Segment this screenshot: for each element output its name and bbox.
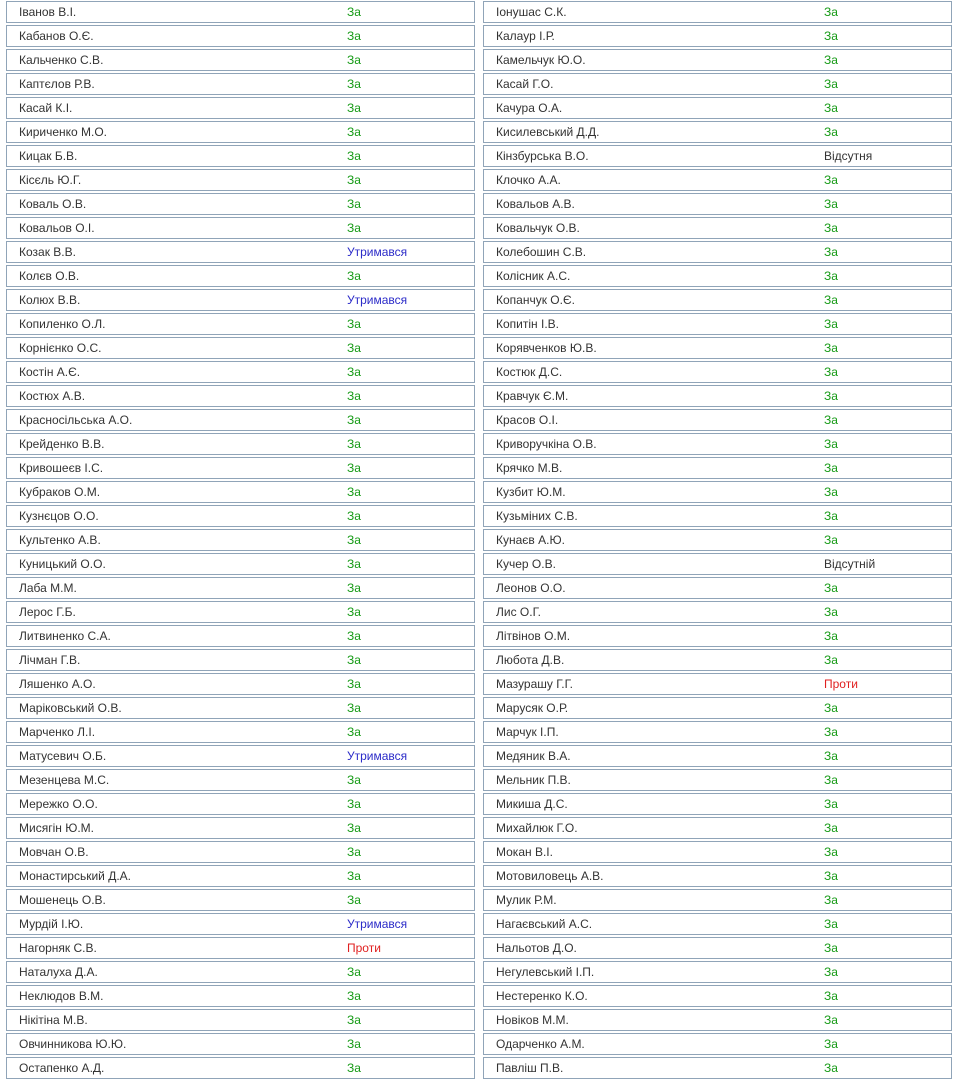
deputy-name: Кравчук Є.М. xyxy=(496,389,569,403)
vote-result: За xyxy=(347,629,361,643)
deputy-vote-row xyxy=(6,649,475,671)
deputy-vote-row xyxy=(6,1057,475,1079)
deputy-vote-row xyxy=(483,481,952,503)
vote-result: За xyxy=(347,725,361,739)
deputy-vote-row xyxy=(483,433,952,455)
vote-result: За xyxy=(824,293,838,307)
deputy-vote-row xyxy=(6,409,475,431)
deputy-vote-row xyxy=(6,169,475,191)
deputy-vote-row xyxy=(483,817,952,839)
deputy-vote-row xyxy=(483,409,952,431)
deputy-vote-row xyxy=(6,1,475,23)
vote-result: За xyxy=(824,605,838,619)
deputy-name: Копитін І.В. xyxy=(496,317,559,331)
deputy-vote-row xyxy=(483,673,952,695)
deputy-vote-row xyxy=(6,121,475,143)
deputy-name: Крейденко В.В. xyxy=(19,437,105,451)
deputy-vote-row xyxy=(6,337,475,359)
deputy-vote-row xyxy=(483,145,952,167)
deputy-name: Мурдій І.Ю. xyxy=(19,917,84,931)
vote-result: За xyxy=(824,725,838,739)
deputy-name: Красносільська А.О. xyxy=(19,413,133,427)
vote-result: За xyxy=(824,1061,838,1075)
vote-result: За xyxy=(824,341,838,355)
deputy-vote-row xyxy=(6,673,475,695)
deputy-name: Мисягін Ю.М. xyxy=(19,821,94,835)
vote-result: За xyxy=(824,365,838,379)
deputy-vote-row xyxy=(483,553,952,575)
deputy-vote-row xyxy=(6,577,475,599)
deputy-name: Мотовиловець А.В. xyxy=(496,869,604,883)
deputy-name: Касай К.І. xyxy=(19,101,73,115)
deputy-vote-row xyxy=(6,745,475,767)
vote-result: За xyxy=(347,317,361,331)
deputy-vote-row xyxy=(6,1009,475,1031)
deputy-name: Кицак Б.В. xyxy=(19,149,78,163)
vote-result: За xyxy=(347,53,361,67)
vote-result: За xyxy=(347,509,361,523)
deputy-name: Кривошеєв І.С. xyxy=(19,461,104,475)
vote-result: За xyxy=(824,821,838,835)
deputy-name: Маріковський О.В. xyxy=(19,701,122,715)
deputy-name: Мельник П.В. xyxy=(496,773,571,787)
deputy-name: Кисилевський Д.Д. xyxy=(496,125,600,139)
deputy-name: Козак В.В. xyxy=(19,245,76,259)
deputy-vote-row xyxy=(483,1057,952,1079)
vote-result: За xyxy=(347,413,361,427)
vote-result: За xyxy=(824,965,838,979)
deputy-vote-row xyxy=(6,961,475,983)
vote-result: За xyxy=(824,173,838,187)
deputy-name: Колєв О.В. xyxy=(19,269,80,283)
deputy-name: Мулик Р.М. xyxy=(496,893,557,907)
vote-result: За xyxy=(347,173,361,187)
vote-result: За xyxy=(824,749,838,763)
vote-result: За xyxy=(347,869,361,883)
vote-result: За xyxy=(347,485,361,499)
vote-result: За xyxy=(347,797,361,811)
deputy-name: Монастирський Д.А. xyxy=(19,869,132,883)
deputy-vote-row xyxy=(483,49,952,71)
deputy-name: Литвиненко С.А. xyxy=(19,629,111,643)
vote-result: За xyxy=(824,269,838,283)
deputy-vote-row xyxy=(483,577,952,599)
vote-result: За xyxy=(824,581,838,595)
vote-result: За xyxy=(824,845,838,859)
deputy-vote-row xyxy=(6,697,475,719)
vote-result: За xyxy=(347,845,361,859)
vote-result: За xyxy=(824,77,838,91)
vote-result: Утримався xyxy=(347,245,408,259)
deputy-vote-row xyxy=(6,721,475,743)
deputy-name: Кальченко С.В. xyxy=(19,53,104,67)
deputy-vote-row xyxy=(6,217,475,239)
deputy-name: Леонов О.О. xyxy=(496,581,566,595)
vote-result: За xyxy=(824,629,838,643)
deputy-vote-row xyxy=(6,865,475,887)
deputy-name: Копиленко О.Л. xyxy=(19,317,106,331)
deputy-name: Медяник В.А. xyxy=(496,749,571,763)
deputy-name: Костін А.Є. xyxy=(19,365,81,379)
deputy-vote-row xyxy=(6,193,475,215)
deputy-vote-row xyxy=(6,25,475,47)
deputy-name: Наталуха Д.А. xyxy=(19,965,98,979)
vote-result: За xyxy=(347,773,361,787)
vote-result: За xyxy=(347,1037,361,1051)
deputy-name: Коваль О.В. xyxy=(19,197,87,211)
deputy-name: Копанчук О.Є. xyxy=(496,293,575,307)
deputy-name: Любота Д.В. xyxy=(496,653,565,667)
deputy-vote-row xyxy=(483,937,952,959)
deputy-vote-row xyxy=(6,937,475,959)
deputy-name: Колісник А.С. xyxy=(496,269,571,283)
deputy-vote-row xyxy=(6,553,475,575)
vote-result: За xyxy=(824,509,838,523)
deputy-vote-row xyxy=(6,457,475,479)
deputy-vote-row xyxy=(6,817,475,839)
deputy-vote-row xyxy=(6,841,475,863)
deputy-name: Кучер О.В. xyxy=(496,557,556,571)
vote-result: За xyxy=(824,485,838,499)
vote-result: За xyxy=(824,221,838,235)
vote-result: За xyxy=(824,125,838,139)
deputy-vote-row xyxy=(483,769,952,791)
deputy-vote-row xyxy=(483,721,952,743)
deputy-vote-row xyxy=(6,145,475,167)
deputy-vote-row xyxy=(483,385,952,407)
deputy-vote-row xyxy=(483,913,952,935)
deputy-vote-row xyxy=(6,601,475,623)
vote-result: За xyxy=(824,389,838,403)
deputy-vote-row xyxy=(483,505,952,527)
vote-result: За xyxy=(824,245,838,259)
deputy-vote-row xyxy=(6,481,475,503)
vote-result: За xyxy=(347,965,361,979)
deputy-vote-row xyxy=(6,241,475,263)
deputy-vote-row xyxy=(483,169,952,191)
deputy-vote-row xyxy=(6,289,475,311)
deputy-name: Мережко О.О. xyxy=(19,797,98,811)
vote-result: За xyxy=(347,461,361,475)
vote-result: За xyxy=(347,101,361,115)
deputy-name: Красов О.І. xyxy=(496,413,559,427)
deputy-name: Ляшенко А.О. xyxy=(19,677,96,691)
deputy-name: Негулевський І.П. xyxy=(496,965,595,979)
deputy-name: Мазурашу Г.Г. xyxy=(496,677,573,691)
vote-result: За xyxy=(824,437,838,451)
deputy-vote-row xyxy=(6,529,475,551)
deputy-vote-row xyxy=(6,793,475,815)
deputy-name: Марченко Л.І. xyxy=(19,725,96,739)
vote-result: Утримався xyxy=(347,749,408,763)
vote-result: За xyxy=(824,893,838,907)
vote-result: За xyxy=(347,1061,361,1075)
vote-result: За xyxy=(347,197,361,211)
deputy-vote-row xyxy=(483,865,952,887)
vote-result: За xyxy=(824,941,838,955)
deputy-name: Кунаєв А.Ю. xyxy=(496,533,565,547)
vote-result: Відсутній xyxy=(824,557,876,571)
deputy-vote-row xyxy=(483,25,952,47)
vote-result: За xyxy=(347,437,361,451)
vote-result: За xyxy=(824,29,838,43)
deputy-name: Кубраков О.М. xyxy=(19,485,101,499)
vote-result: За xyxy=(824,869,838,883)
deputy-name: Овчинникова Ю.Ю. xyxy=(19,1037,127,1051)
deputy-vote-row xyxy=(483,697,952,719)
deputy-name: Павліш П.В. xyxy=(496,1061,564,1075)
deputy-vote-row xyxy=(483,121,952,143)
vote-result: За xyxy=(824,701,838,715)
deputy-name: Мокан В.І. xyxy=(496,845,553,859)
deputy-name: Корявченков Ю.В. xyxy=(496,341,597,355)
deputy-vote-row xyxy=(483,985,952,1007)
deputy-name: Мезенцева М.С. xyxy=(19,773,110,787)
deputy-name: Ковальчук О.В. xyxy=(496,221,580,235)
vote-result: За xyxy=(347,989,361,1003)
vote-result: За xyxy=(824,1037,838,1051)
vote-result: За xyxy=(347,389,361,403)
deputy-vote-row xyxy=(6,1033,475,1055)
vote-result: Проти xyxy=(824,677,858,691)
deputy-vote-row xyxy=(483,457,952,479)
vote-result: За xyxy=(347,5,361,19)
vote-result: За xyxy=(824,5,838,19)
deputy-vote-row xyxy=(483,745,952,767)
vote-result: За xyxy=(824,53,838,67)
deputy-vote-row xyxy=(483,1009,952,1031)
deputy-vote-row xyxy=(6,97,475,119)
deputy-name: Касай Г.О. xyxy=(496,77,554,91)
right-vote-column xyxy=(483,1,952,1081)
deputy-name: Іонушас С.К. xyxy=(496,5,567,19)
deputy-name: Ковальов О.І. xyxy=(19,221,95,235)
deputy-name: Куницький О.О. xyxy=(19,557,106,571)
deputy-vote-row xyxy=(6,385,475,407)
deputy-vote-row xyxy=(483,961,952,983)
deputy-vote-row xyxy=(483,1033,952,1055)
vote-result: За xyxy=(824,533,838,547)
vote-result: За xyxy=(824,653,838,667)
deputy-name: Нестеренко К.О. xyxy=(496,989,588,1003)
deputy-vote-row xyxy=(483,529,952,551)
deputy-name: Лаба М.М. xyxy=(19,581,77,595)
deputy-name: Літвінов О.М. xyxy=(496,629,571,643)
deputy-name: Одарченко А.М. xyxy=(496,1037,585,1051)
vote-result: Відсутня xyxy=(824,149,873,163)
deputy-name: Мовчан О.В. xyxy=(19,845,89,859)
vote-result: За xyxy=(824,773,838,787)
deputy-vote-row xyxy=(483,889,952,911)
deputy-name: Кінзбурська В.О. xyxy=(496,149,589,163)
deputy-name: Костюх А.В. xyxy=(19,389,86,403)
vote-result: За xyxy=(824,1013,838,1027)
deputy-name: Матусевич О.Б. xyxy=(19,749,107,763)
vote-result: За xyxy=(347,221,361,235)
vote-result: За xyxy=(824,797,838,811)
deputy-vote-row xyxy=(483,361,952,383)
deputy-vote-row xyxy=(483,289,952,311)
deputy-vote-row xyxy=(6,73,475,95)
deputy-name: Михайлюк Г.О. xyxy=(496,821,578,835)
vote-result: За xyxy=(347,269,361,283)
deputy-name: Кузьміних С.В. xyxy=(496,509,578,523)
vote-result: За xyxy=(824,101,838,115)
deputy-vote-row xyxy=(483,241,952,263)
deputy-name: Лерос Г.Б. xyxy=(19,605,76,619)
deputy-vote-row xyxy=(483,601,952,623)
deputy-name: Калаур І.Р. xyxy=(496,29,555,43)
deputy-vote-row xyxy=(483,217,952,239)
deputy-name: Кузнєцов О.О. xyxy=(19,509,99,523)
deputy-vote-row xyxy=(483,193,952,215)
deputy-vote-row xyxy=(483,97,952,119)
vote-result: Проти xyxy=(347,941,381,955)
vote-result: За xyxy=(824,197,838,211)
deputy-name: Микиша Д.С. xyxy=(496,797,568,811)
deputy-name: Культенко А.В. xyxy=(19,533,101,547)
deputy-name: Клочко А.А. xyxy=(496,173,561,187)
vote-result: За xyxy=(347,821,361,835)
deputy-vote-row xyxy=(6,361,475,383)
deputy-name: Каптєлов Р.В. xyxy=(19,77,95,91)
vote-result: За xyxy=(347,605,361,619)
deputy-name: Костюк Д.С. xyxy=(496,365,563,379)
deputy-name: Мошенець О.В. xyxy=(19,893,106,907)
vote-result: За xyxy=(347,581,361,595)
vote-result: За xyxy=(347,533,361,547)
deputy-name: Остапенко А.Д. xyxy=(19,1061,105,1075)
vote-result: За xyxy=(347,29,361,43)
deputy-vote-row xyxy=(6,433,475,455)
deputy-name: Кузбит Ю.М. xyxy=(496,485,566,499)
deputy-name: Корнієнко О.С. xyxy=(19,341,102,355)
vote-result: За xyxy=(347,77,361,91)
deputy-vote-row xyxy=(483,649,952,671)
vote-result: За xyxy=(347,653,361,667)
deputy-name: Камельчук Ю.О. xyxy=(496,53,586,67)
deputy-vote-row xyxy=(483,313,952,335)
deputy-vote-row xyxy=(6,769,475,791)
vote-result: За xyxy=(347,125,361,139)
deputy-name: Лис О.Г. xyxy=(496,605,541,619)
deputy-name: Нагаєвський А.С. xyxy=(496,917,593,931)
deputy-name: Новіков М.М. xyxy=(496,1013,569,1027)
deputy-vote-row xyxy=(6,625,475,647)
vote-result: Утримався xyxy=(347,917,408,931)
deputy-name: Нагорняк С.В. xyxy=(19,941,97,955)
deputy-vote-row xyxy=(483,625,952,647)
deputy-name: Крячко М.В. xyxy=(496,461,563,475)
deputy-vote-row xyxy=(483,1,952,23)
deputy-name: Качура О.А. xyxy=(496,101,563,115)
deputy-name: Марусяк О.Р. xyxy=(496,701,569,715)
deputy-name: Колюх В.В. xyxy=(19,293,81,307)
deputy-vote-row xyxy=(6,985,475,1007)
deputy-name: Лічман Г.В. xyxy=(19,653,81,667)
deputy-vote-row xyxy=(6,505,475,527)
vote-result: За xyxy=(347,365,361,379)
vote-result: За xyxy=(824,413,838,427)
deputy-name: Кабанов О.Є. xyxy=(19,29,94,43)
deputy-name: Марчук І.П. xyxy=(496,725,559,739)
deputy-name: Криворучкіна О.В. xyxy=(496,437,597,451)
deputy-name: Нікітіна М.В. xyxy=(19,1013,88,1027)
deputy-vote-row xyxy=(483,841,952,863)
vote-result: Утримався xyxy=(347,293,408,307)
vote-result: За xyxy=(824,917,838,931)
vote-result: За xyxy=(347,341,361,355)
vote-result: За xyxy=(824,317,838,331)
vote-result: За xyxy=(347,149,361,163)
deputy-vote-row xyxy=(6,265,475,287)
deputy-vote-row xyxy=(483,73,952,95)
deputy-vote-row xyxy=(6,889,475,911)
vote-result: За xyxy=(347,893,361,907)
deputy-name: Ковальов А.В. xyxy=(496,197,575,211)
deputy-vote-row xyxy=(6,913,475,935)
deputy-name: Кириченко М.О. xyxy=(19,125,108,139)
deputy-vote-row xyxy=(483,265,952,287)
deputy-vote-row xyxy=(6,49,475,71)
deputy-vote-row xyxy=(483,793,952,815)
vote-result: За xyxy=(824,989,838,1003)
vote-result: За xyxy=(347,1013,361,1027)
vote-result: За xyxy=(347,677,361,691)
vote-result: За xyxy=(824,461,838,475)
left-vote-column xyxy=(6,1,475,1081)
deputy-name: Неклюдов В.М. xyxy=(19,989,104,1003)
deputy-vote-row xyxy=(483,337,952,359)
vote-result: За xyxy=(347,701,361,715)
vote-result: За xyxy=(347,557,361,571)
deputy-vote-row xyxy=(6,313,475,335)
deputy-name: Колебошин С.В. xyxy=(496,245,587,259)
deputy-name: Кісєль Ю.Г. xyxy=(19,173,82,187)
deputy-name: Іванов В.І. xyxy=(19,5,77,19)
deputy-name: Нальотов Д.О. xyxy=(496,941,577,955)
